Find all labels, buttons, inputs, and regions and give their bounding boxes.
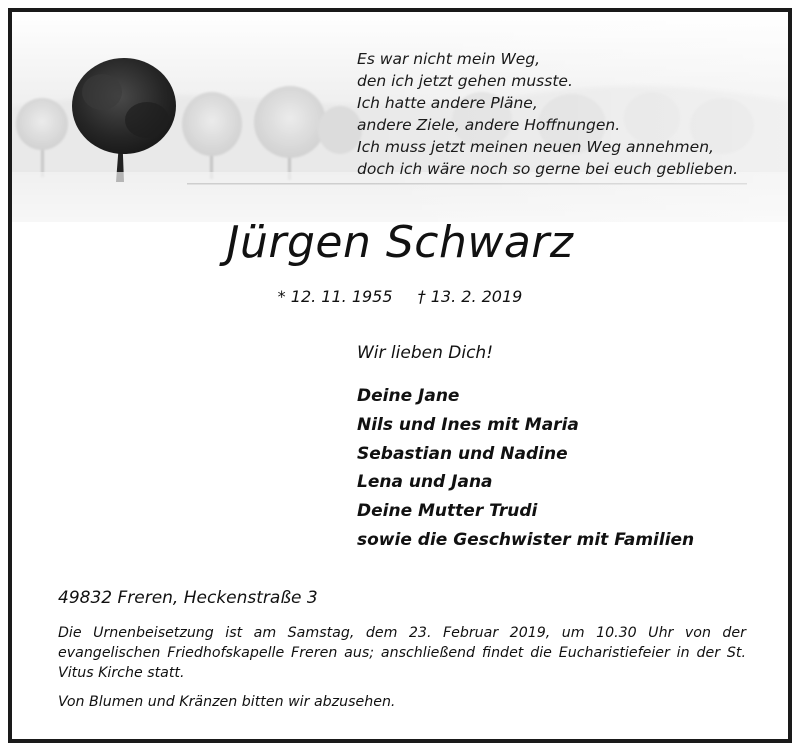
flowers-note: Von Blumen und Kränzen bitten wir abzusehen.	[58, 694, 396, 710]
mourners-list	[357, 382, 694, 555]
mourner: Sebastian und Nadine	[357, 443, 568, 464]
poem-line: Es war nicht mein Weg,	[357, 50, 541, 68]
mourner: Nils und Ines mit Maria	[357, 414, 579, 435]
poem-line: andere Ziele, andere Hoffnungen.	[357, 116, 621, 134]
funeral-details: Die Urnenbeisetzung ist am Samstag, dem 23. Februar 2019, um 10.30 Uhr von der evangelischen Friedhofskapelle Freren aus; anschließend findet die Eucharistiefeier in der St. Vitus Kirche statt.	[58, 625, 746, 681]
family-address: 49832 Freren, Heckenstraße 3	[58, 588, 318, 608]
dedication-line: Wir lieben Dich!	[357, 343, 494, 363]
poem-line: Ich hatte andere Pläne,	[357, 94, 538, 112]
mourner: sowie die Geschwister mit Familien	[357, 529, 695, 550]
mourner: Lena und Jana	[357, 472, 493, 493]
poem-line: doch ich wäre noch so gerne bei euch geblieben.	[357, 160, 739, 178]
death-date: † 13. 2. 2019	[417, 287, 523, 306]
birth-date: * 12. 11. 1955	[277, 287, 393, 306]
mourner: Deine Jane	[357, 386, 460, 406]
deceased-name: Jürgen Schwarz	[226, 217, 574, 268]
obituary-notice	[8, 8, 792, 743]
life-dates	[12, 287, 788, 306]
poem	[357, 48, 738, 180]
poem-line: den ich jetzt gehen musste.	[357, 72, 573, 90]
poem-line: Ich muss jetzt meinen neuen Weg annehmen,	[357, 138, 714, 156]
mourner: Deine Mutter Trudi	[357, 501, 538, 522]
